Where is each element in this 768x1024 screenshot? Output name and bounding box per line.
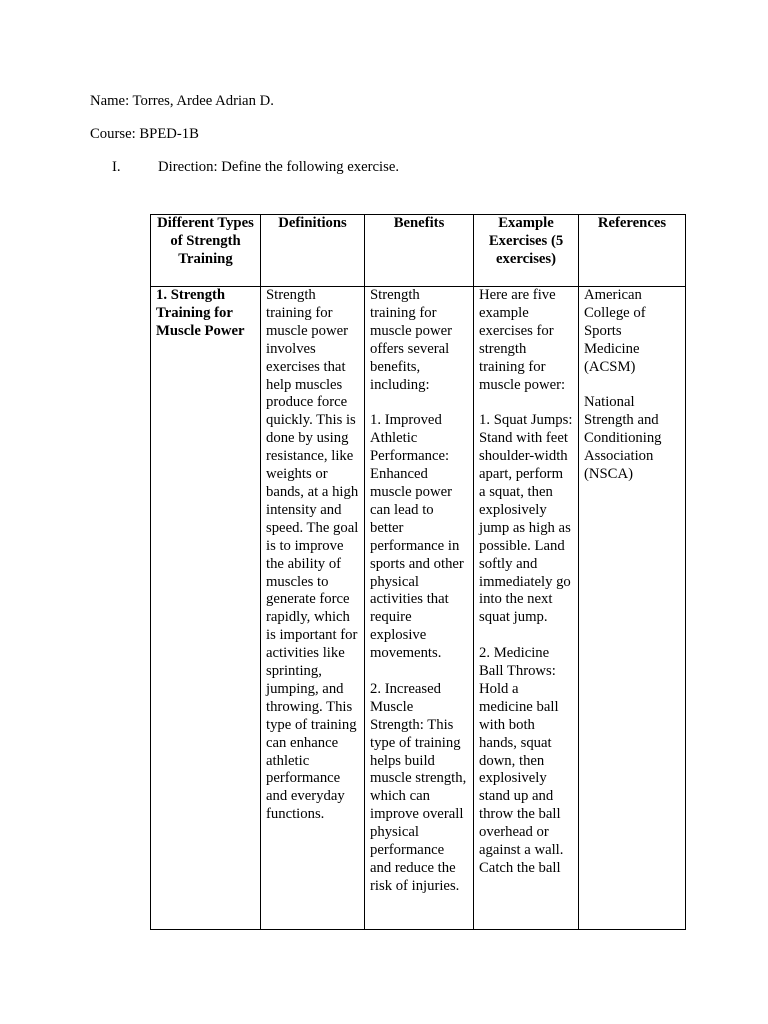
examples-text: Here are five example exercises for strength training for muscle power: 1. Squat Jumps: Stand with feet shoulder-width apart, perform a squat, then explosively jump as high as possible. Land softly and immediately go into the next squat jump. 2. Medicine Ball Throws: Hold a medicine ball with both hands, squat down, then explosively stand up and throw the ball overhead or against a wall. Catch the ball xyxy=(479,287,573,876)
direction-number: I. xyxy=(112,159,121,175)
cell-training-type xyxy=(151,287,261,930)
table-row xyxy=(151,287,686,930)
cell-definition xyxy=(261,287,365,930)
header-definitions: Definitions xyxy=(261,215,365,287)
exercise-definitions-table xyxy=(150,214,686,930)
training-type-label: 1. Strength Training for Muscle Power xyxy=(156,287,245,339)
cell-examples xyxy=(474,287,579,930)
references-text: American College of Sports Medicine (ACSM) National Strength and Conditioning Association (NSCA) xyxy=(584,287,662,483)
table-header-row xyxy=(151,215,686,287)
header-references: References xyxy=(579,215,686,287)
header-types: Different Types of Strength Training xyxy=(151,215,261,287)
direction-text: Direction: Define the following exercise. xyxy=(158,159,400,175)
benefits-text: Strength training for muscle power offers several benefits, including: 1. Improved Athletic Performance: Enhanced muscle power can lead to better performance in sports and other physical activities that require explosive movements. 2. Increased Muscle Strength: This type of training helps build muscle strength, which can improve overall physical performance and reduce the risk of injuries. xyxy=(370,287,467,894)
definition-text: Strength training for muscle power involves exercises that help muscles produce force quickly. This is done by using resistance, like weights or bands, at a high intensity and speed. The goal is to improve the ability of muscles to generate force rapidly, which is important for activities like sprinting, jumping, and throwing. This type of training can enhance athletic performance and everyday functions. xyxy=(266,287,359,823)
course-label: Course: BPED-1B xyxy=(90,126,199,142)
header-benefits: Benefits xyxy=(365,215,474,287)
cell-references xyxy=(579,287,686,930)
student-name: Name: Torres, Ardee Adrian D. xyxy=(90,93,274,109)
header-example-exercises: Example Exercises (5 exercises) xyxy=(474,215,579,287)
cell-benefits xyxy=(365,287,474,930)
